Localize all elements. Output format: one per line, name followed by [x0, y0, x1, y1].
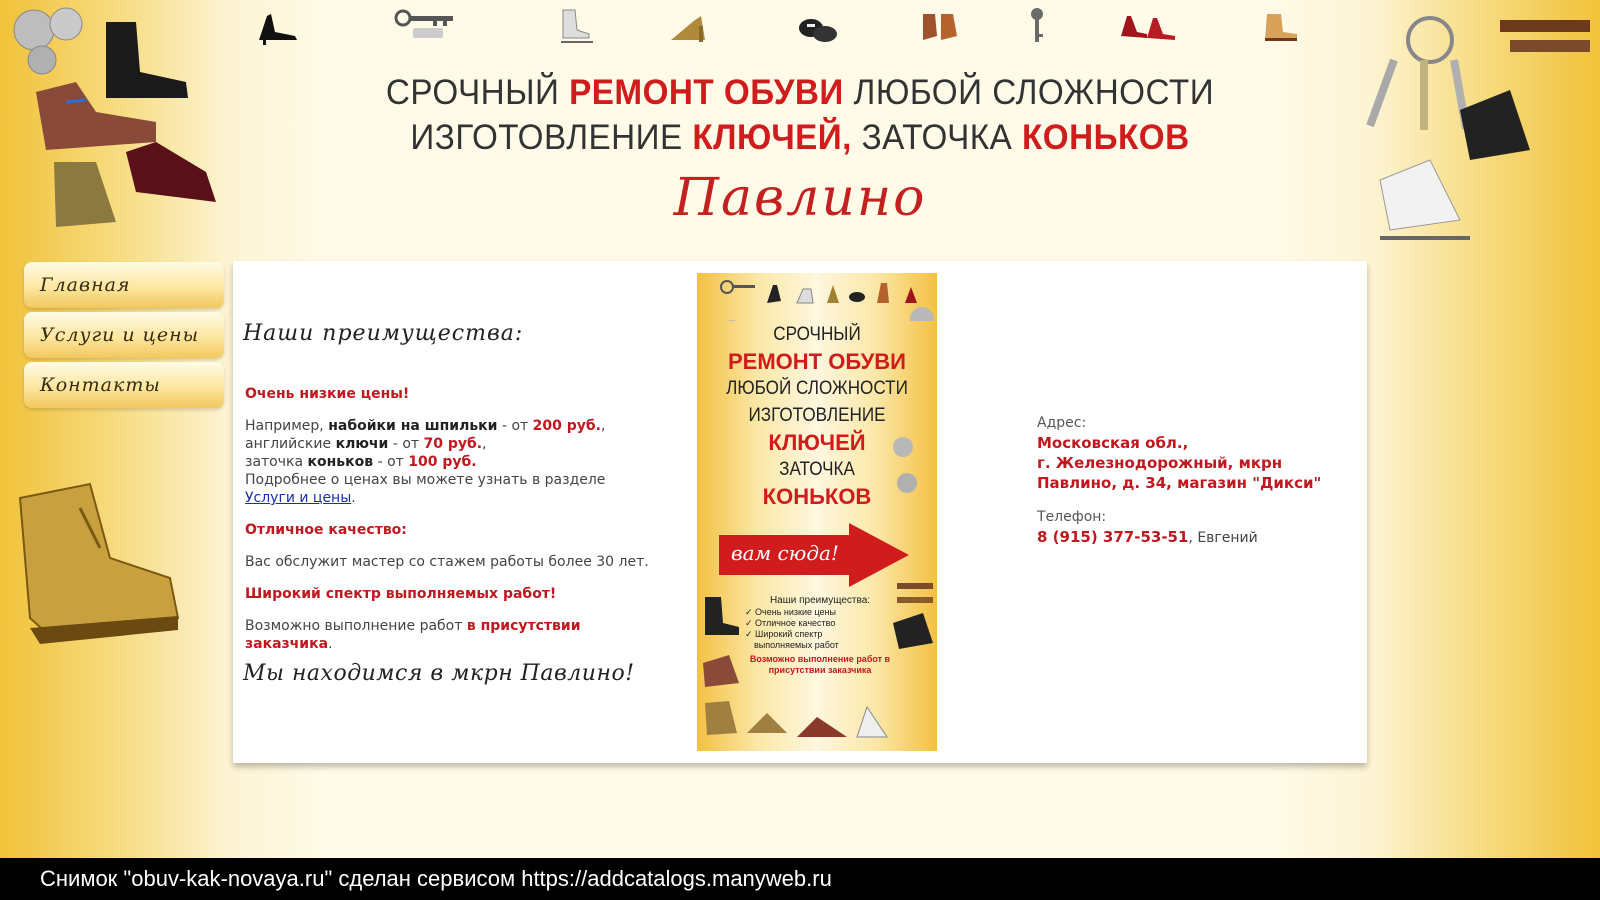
nav-item-contacts[interactable]: Контакты	[24, 362, 224, 408]
poster-small-item: ✓ Очень низкие цены	[745, 607, 836, 617]
location-line: Мы находимся в мкрн Павлино!	[243, 661, 635, 686]
key-icon	[1025, 6, 1049, 46]
headline-text: ЛЮБОЙ СЛОЖНОСТИ	[853, 73, 1215, 112]
headline-highlight: КЛЮЧЕЙ,	[692, 118, 852, 157]
poster-highlight: КЛЮЧЕЙ	[768, 430, 866, 455]
poster-small-item: ✓ Отличное качество	[745, 618, 836, 628]
text: - от	[501, 418, 529, 434]
red-shoe-icon	[1117, 6, 1179, 46]
headline-highlight: РЕМОНТ ОБУВИ	[569, 73, 844, 112]
services-link[interactable]: Услуги и цены	[245, 490, 352, 506]
text: английские	[245, 436, 332, 452]
headline-text: СРОЧНЫЙ	[385, 73, 560, 112]
contact-block	[1037, 413, 1357, 548]
poster-bottom-shoes-icon	[737, 693, 897, 749]
headline-line-2	[344, 115, 1256, 160]
spectrum-header: Широкий спектр выполняемых работ!	[245, 586, 557, 602]
address-line: Московская обл.,	[1037, 434, 1189, 452]
shoes-collage-image	[6, 2, 236, 242]
text: Возможно выполнение работ	[245, 618, 463, 634]
poster-arrow-label: вам сюда!	[731, 541, 839, 565]
sandal-icon	[665, 6, 711, 46]
address-label: Адрес:	[1037, 415, 1087, 431]
ice-skate-icon	[553, 6, 599, 46]
text: - от	[377, 454, 404, 470]
price: 100 руб.	[408, 454, 477, 470]
text: Подробнее о ценах вы можете узнать в разделе	[245, 472, 606, 488]
poster-small-note: Возможно выполнение работ в присутствии заказчика	[749, 654, 891, 675]
golden-boot-image	[10, 478, 180, 648]
prices-paragraph: Например, набойки на шпильки - от 200 руб., английские ключи - от 70 руб., заточка коньков - от 100 руб. Подробнее о ценах вы можете узнать в разделе Услуги и цены.	[245, 418, 606, 506]
price: 200 руб.	[532, 418, 601, 434]
poster-small-text	[745, 595, 895, 676]
text: заточка	[245, 454, 304, 470]
poster-highlight: РЕМОНТ ОБУВИ	[728, 349, 906, 374]
presence-highlight: в присутствии заказчика	[245, 618, 581, 652]
text: Например,	[245, 418, 324, 434]
poster-keys-icon	[893, 433, 937, 663]
service-name: коньков	[307, 454, 374, 470]
city-name: Павлино	[673, 168, 927, 228]
poster-highlight: КОНЬКОВ	[762, 484, 872, 509]
address-line: Павлино, д. 34, магазин "Дикси"	[1037, 474, 1322, 492]
poster-line: ЛЮБОЙ СЛОЖНОСТИ	[726, 378, 908, 399]
nav-item-home[interactable]: Главная	[24, 262, 224, 308]
low-prices-header: Очень низкие цены!	[245, 386, 410, 402]
headline-highlight: КОНЬКОВ	[1021, 118, 1190, 157]
advantages-title: Наши преимущества:	[243, 321, 524, 346]
phone-label: Телефон:	[1037, 509, 1107, 525]
boot-icon	[917, 6, 963, 46]
poster-small-header: Наши преимущества:	[769, 595, 871, 606]
headline-text: ИЗГОТОВЛЕНИЕ	[410, 118, 683, 157]
keys-skates-collage-image	[1360, 0, 1600, 260]
screenshot-caption: Снимок "obuv-kak-novaya.ru" сделан сервисом https://addcatalogs.manyweb.ru	[0, 858, 1600, 900]
kids-shoe-icon	[795, 6, 841, 46]
headline-line-1	[344, 70, 1256, 115]
service-name: ключи	[335, 436, 389, 452]
poster-line: ИЗГОТОВЛЕНИЕ	[748, 405, 886, 426]
content-panel	[233, 261, 1367, 763]
poster-items-icon	[697, 273, 937, 321]
address-line: г. Железнодорожный, мкрн	[1037, 454, 1283, 472]
poster-small-item: ✓ Широкий спектр	[745, 629, 823, 639]
quality-header: Отличное качество:	[245, 522, 407, 538]
presence-paragraph: Возможно выполнение работ в присутствии заказчика.	[245, 618, 581, 652]
nav-item-services[interactable]: Услуги и цены	[24, 312, 224, 358]
text: - от	[392, 436, 420, 452]
main-nav	[24, 262, 224, 412]
headline	[344, 70, 1256, 160]
phone-number: 8 (915) 377-53-51	[1037, 528, 1189, 546]
advantages-list	[245, 385, 655, 667]
work-boot-icon	[1257, 6, 1303, 46]
quality-text: Вас обслужит мастер со стажем работы более 30 лет.	[245, 554, 649, 570]
headline-text: ЗАТОЧКА	[861, 118, 1013, 157]
phone-contact-name: , Евгений	[1188, 530, 1258, 546]
price: 70 руб.	[423, 436, 483, 452]
key-icon	[393, 6, 463, 46]
poster-line: СРОЧНЫЙ	[773, 324, 861, 345]
poster-image	[697, 273, 937, 751]
service-name: набойки на шпильки	[328, 418, 498, 434]
top-item-strip	[255, 6, 1355, 50]
poster-line: ЗАТОЧКА	[779, 459, 855, 480]
poster-small-item: выполняемых работ	[754, 640, 839, 650]
high-heel-icon	[255, 6, 301, 46]
phone-line	[1037, 527, 1357, 548]
